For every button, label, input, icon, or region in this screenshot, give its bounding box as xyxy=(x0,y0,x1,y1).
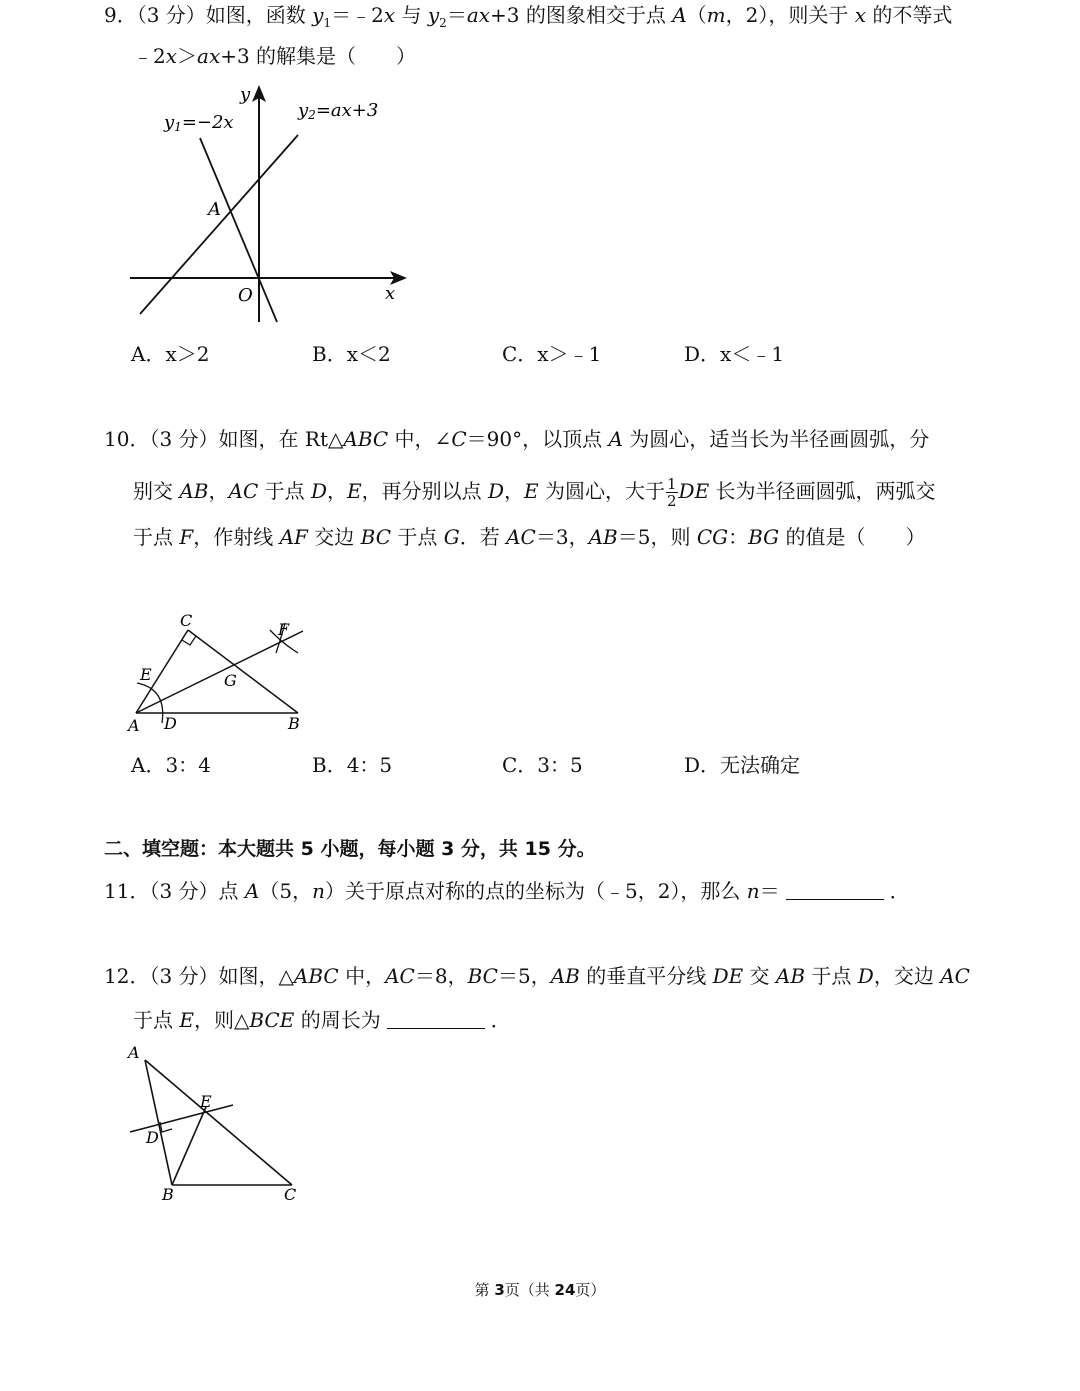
q10-option-a[interactable]: A．3：4 xyxy=(131,753,211,777)
label-origin: O xyxy=(238,285,253,306)
q9-line2: ﹣2x＞ax+3 的解集是（ ） xyxy=(133,44,417,68)
q10-option-c[interactable]: C．3：5 xyxy=(502,753,583,777)
q10-line2: 别交 AB，AC 于点 D，E，再分别以点 D，E 为圆心，大于 $\frac{1}{2}$ DE 长为半径画圆弧，两弧交 xyxy=(133,475,936,510)
q11-line: 11．（3 分）点 A（5，n）关于原点对称的点的坐标为（﹣5，2），那么 n＝ ． xyxy=(104,879,910,903)
q9-option-b[interactable]: B．x＜2 xyxy=(312,342,391,366)
label-y1: y1=−2x xyxy=(164,112,234,134)
q9-option-c[interactable]: C．x＞﹣1 xyxy=(502,342,602,366)
q9-line1: 9．（3 分）如图，函数 $y_1=﹣2x$ 与 $y_2=ax+3$ 的图象相交于点 A（m，2），则关于 x 的不等式 xyxy=(104,3,953,30)
side-cb xyxy=(188,630,298,713)
svg-text:B: B xyxy=(288,714,300,733)
label-y: y xyxy=(240,84,251,105)
q12-answer-blank[interactable] xyxy=(387,1008,485,1029)
svg-text:E: E xyxy=(200,1092,212,1111)
page-footer: 第 3页（共 24页） xyxy=(474,1281,606,1299)
label-point-a: A xyxy=(208,199,221,220)
q10-figure xyxy=(120,605,320,735)
segment-be xyxy=(172,1107,206,1185)
svg-text:E: E xyxy=(140,665,152,684)
q10-option-b[interactable]: B．4：5 xyxy=(312,753,393,777)
svg-text:A: A xyxy=(128,716,140,735)
svg-text:G: G xyxy=(224,671,237,690)
svg-text:C: C xyxy=(180,611,193,630)
q12-line1: 12．（3 分）如图，△ABC 中，AC＝8，BC＝5，AB 的垂直平分线 DE 交 AB 于点 D，交边 AC xyxy=(104,964,970,988)
label-y2: y2=ax+3 xyxy=(298,100,379,122)
svg-text:D: D xyxy=(164,714,177,733)
section-heading-fill-in: 二、填空题：本大题共 5 小题，每小题 3 分，共 15 分。 xyxy=(104,838,596,860)
q12-line2: 于点 E，则△BCE 的周长为 ． xyxy=(133,1008,511,1032)
line-y2 xyxy=(140,135,298,314)
q9-option-d[interactable]: D．x＜﹣1 xyxy=(684,342,785,366)
q10-line3: 于点 F，作射线 AF 交边 BC 于点 G．若 AC＝3，AB＝5，则 CG：BG 的值是（ ） xyxy=(133,525,926,549)
svg-text:A: A xyxy=(128,1043,140,1062)
svg-text:F: F xyxy=(278,620,290,639)
q10-line1: 10．（3 分）如图，在 Rt△ABC 中，∠C＝90°，以顶点 A 为圆心，适当长为半径画圆弧，分 xyxy=(104,427,930,451)
q10-option-d[interactable]: D．无法确定 xyxy=(684,753,801,777)
label-x: x xyxy=(385,283,396,304)
q9-option-a[interactable]: A．x＞2 xyxy=(131,342,210,366)
fraction-one-half: $\frac{1}{2}$ xyxy=(667,475,677,510)
arc-de xyxy=(137,683,163,723)
q12-figure xyxy=(120,1040,310,1210)
svg-text:B: B xyxy=(162,1185,174,1204)
svg-text:D: D xyxy=(146,1128,159,1147)
q11-answer-blank[interactable] xyxy=(786,879,884,900)
svg-text:C: C xyxy=(284,1185,297,1204)
q9-graph xyxy=(120,80,420,330)
